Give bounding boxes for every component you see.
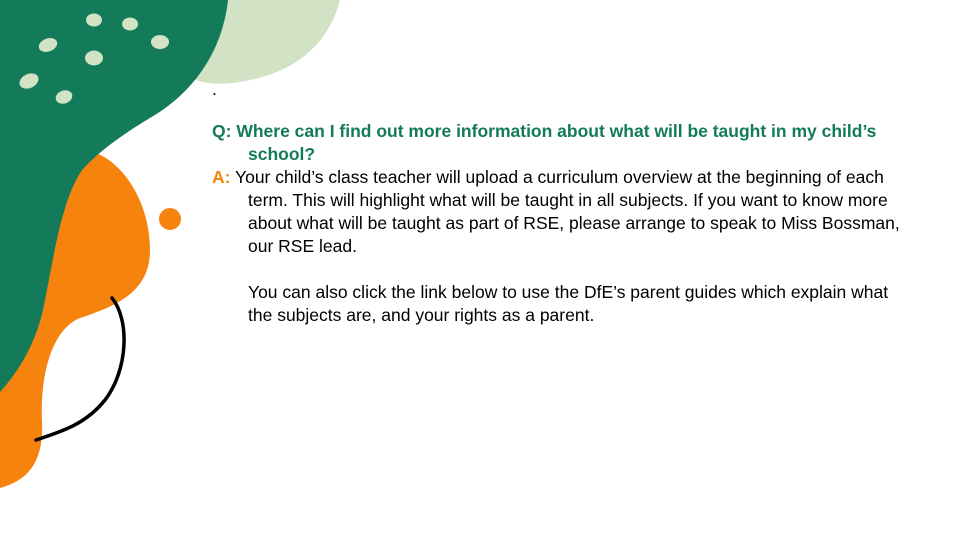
answer-prefix: A:	[212, 167, 231, 187]
text-content	[212, 78, 912, 327]
orange-dot	[159, 208, 181, 230]
spot-5	[85, 51, 103, 66]
spot-2	[122, 18, 138, 31]
question-text: Where can I find out more information about what will be taught in my child’s school?	[236, 121, 877, 164]
spot-4	[151, 35, 169, 49]
spot-1	[86, 14, 102, 27]
stray-dot: .	[212, 79, 217, 99]
answer	[212, 166, 912, 258]
answer-text: Your child’s class teacher will upload a curriculum overview at the beginning of each term. This will highlight what will be taught in all subjects. If you want to know more about what will be taught as part of RSE, please arrange to speak to Miss Bossman, our RSE lead.	[235, 167, 900, 256]
spacer	[212, 258, 912, 281]
answer-followup: You can also click the link below to use the DfE’s parent guides which explain what the subjects are, and your rights as a parent.	[248, 282, 889, 325]
question	[212, 120, 912, 166]
question-prefix: Q:	[212, 121, 232, 141]
